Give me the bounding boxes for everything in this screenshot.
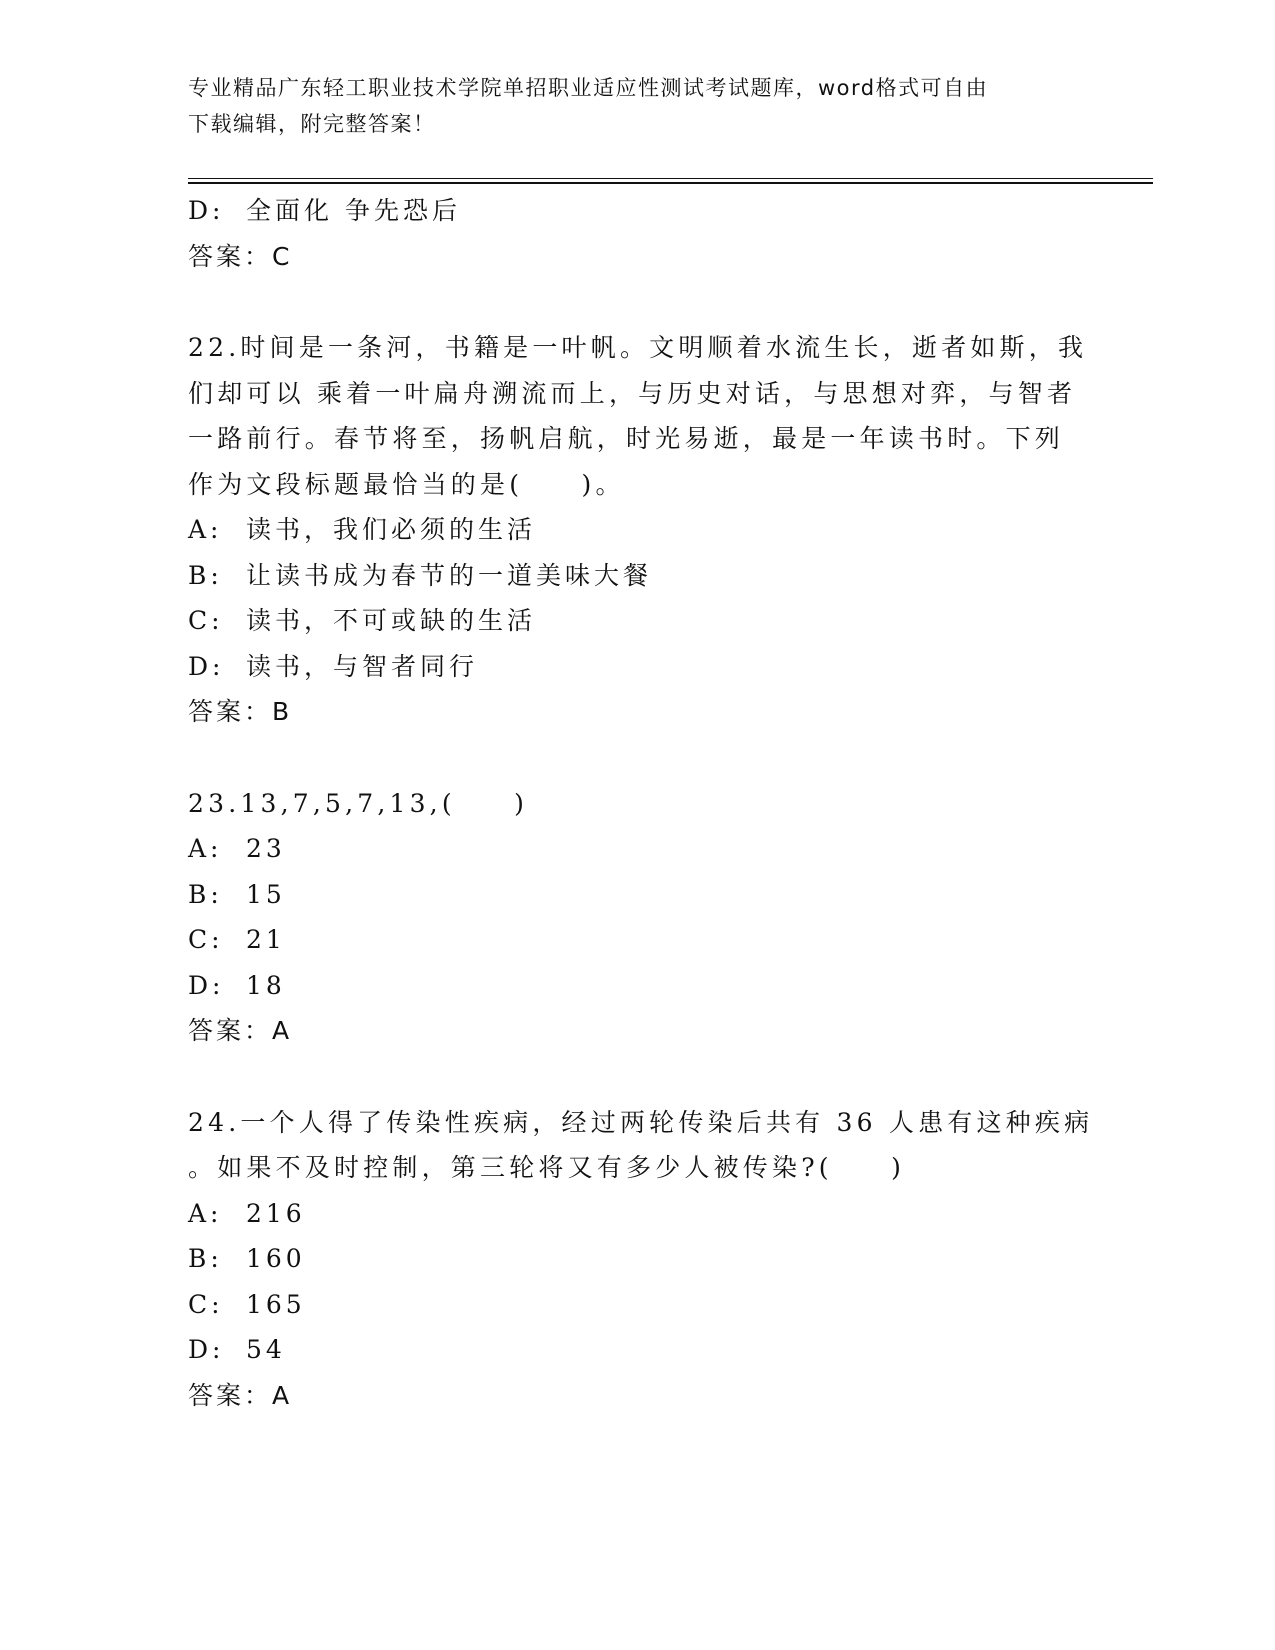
option-key: A:	[188, 515, 223, 544]
question-stem	[188, 1100, 1094, 1191]
option-a	[188, 1191, 1088, 1237]
header-divider-thin	[188, 178, 1153, 179]
answer-line: 答案：B	[188, 697, 293, 726]
answer-line: 答案：A	[188, 1380, 293, 1410]
option-b	[188, 1236, 1088, 1282]
option-text: 全面化 争先恐后	[246, 196, 461, 225]
option-c	[188, 1282, 1088, 1328]
question-24	[188, 1100, 1094, 1419]
option-text: 让读书成为春节的一道美味大餐	[246, 560, 653, 590]
header-line-1: 专业精品广东轻工职业技术学院单招职业适应性测试考试题库，word格式可自由	[188, 76, 989, 100]
question-stem	[188, 325, 1088, 507]
option-key: D:	[188, 196, 225, 225]
header-divider-thick	[188, 182, 1153, 184]
stem-line: 22.时间是一条河，书籍是一叶帆。文明顺着水流生长，逝者如斯，我	[188, 333, 1088, 362]
option-key: B:	[188, 560, 223, 590]
option-b	[188, 553, 1088, 599]
page-header	[188, 70, 1088, 142]
option-b	[188, 872, 1088, 918]
question-22	[188, 325, 1088, 735]
option-key: C:	[188, 925, 224, 954]
question-list	[188, 188, 1094, 1418]
question-23	[188, 781, 1088, 1054]
stem-line: 。如果不及时控制，第三轮将又有多少人被传染?( )	[188, 1153, 906, 1182]
option-d	[188, 963, 1088, 1009]
option-a	[188, 826, 1088, 872]
header-line-2: 下载编辑，附完整答案！	[188, 112, 436, 136]
option-text: 读书，我们必须的生活	[246, 515, 537, 544]
option-text: 读书，不可或缺的生活	[246, 606, 537, 635]
option-text: 216	[246, 1198, 306, 1228]
option-d	[188, 1327, 1088, 1373]
option-key: B:	[188, 879, 223, 909]
stem-line: 作为文段标题最恰当的是( )。	[188, 469, 625, 499]
option-a	[188, 507, 1088, 553]
option-text: 54	[246, 1335, 286, 1364]
option-text: 读书，与智者同行	[246, 651, 479, 681]
option-text: 160	[246, 1244, 306, 1273]
answer-line: 答案：A	[188, 1016, 293, 1045]
option-key: A:	[188, 1198, 223, 1228]
question-stem	[188, 781, 1088, 827]
stem-line: 24.一个人得了传染性疾病，经过两轮传染后共有 36 人患有这种疾病	[188, 1107, 1094, 1137]
option-text: 21	[246, 925, 286, 954]
option-c	[188, 917, 1088, 963]
option-d	[188, 188, 1088, 234]
option-key: D:	[188, 970, 225, 1000]
option-key: C:	[188, 606, 224, 635]
stem-line: 一路前行。春节将至，扬帆启航，时光易逝，最是一年读书时。下列	[188, 424, 1065, 453]
option-text: 15	[246, 879, 286, 909]
option-key: D:	[188, 1335, 225, 1364]
option-key: C:	[188, 1289, 224, 1319]
option-text: 165	[246, 1289, 306, 1319]
option-key: B:	[188, 1244, 223, 1273]
answer-line: 答案：C	[188, 241, 293, 271]
option-d	[188, 644, 1088, 690]
option-key: A:	[188, 834, 223, 863]
option-key: D:	[188, 651, 225, 681]
stem-line: 们却可以 乘着一叶扁舟溯流而上，与历史对话，与思想对弈，与智者	[188, 378, 1077, 408]
option-text: 23	[246, 834, 286, 863]
option-c	[188, 598, 1088, 644]
option-text: 18	[246, 970, 286, 1000]
stem-line: 23.13,7,5,7,13,( )	[188, 788, 529, 818]
